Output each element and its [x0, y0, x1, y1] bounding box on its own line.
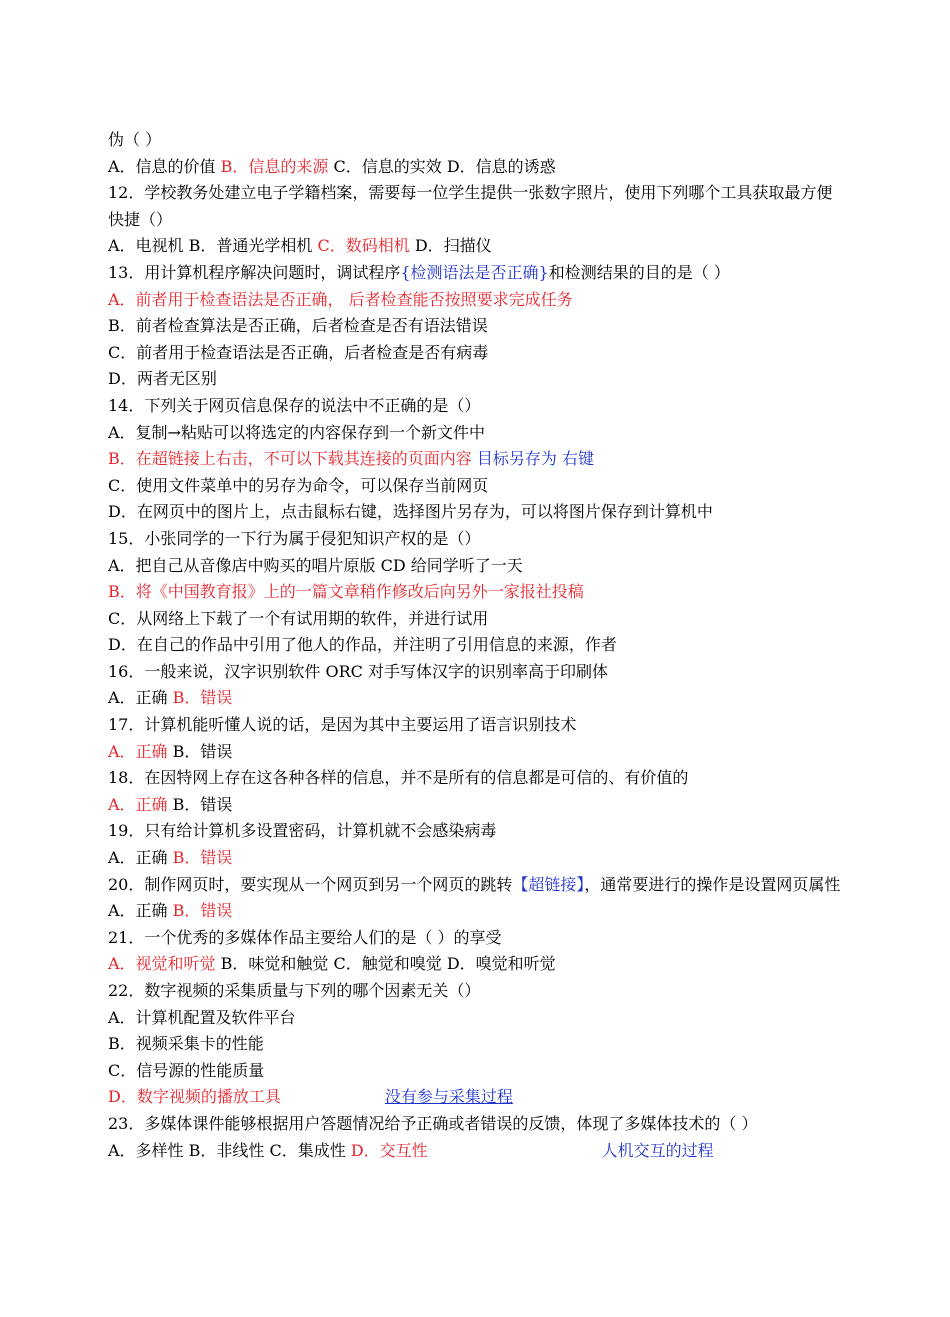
text-line	[108, 792, 848, 819]
text-line	[108, 127, 848, 154]
text-line	[108, 499, 848, 526]
answer-text: A．前者用于检查语法是否正确， 后者检查能否按照要求完成任务	[108, 289, 573, 309]
text-line	[108, 1058, 848, 1085]
question-text: 19．只有给计算机多设置密码，计算机就不会感染病毒	[108, 821, 497, 841]
question-text: A．多样性 B．非线性 C．集成性	[108, 1140, 351, 1160]
text-line	[108, 1084, 848, 1111]
answer-text: A．正确	[108, 794, 168, 814]
text-line	[108, 606, 848, 633]
text-line	[108, 180, 848, 233]
answer-text: B．错误	[172, 848, 233, 868]
text-line	[108, 712, 848, 739]
question-text: C．信息的实效 D．信息的诱惑	[328, 156, 556, 176]
question-text: B．错误	[167, 741, 233, 761]
text-line	[108, 818, 848, 845]
text-line	[108, 632, 848, 659]
annotation-text: 【超链接】	[512, 874, 585, 894]
question-text: D．在网页中的图片上，点击鼠标右键，选择图片另存为，可以将图片保存到计算机中	[108, 502, 713, 522]
annotation-text: 人机交互的过程	[601, 1140, 714, 1160]
text-line	[108, 313, 848, 340]
text-line	[108, 1138, 848, 1165]
text-line	[108, 1005, 848, 1032]
text-line	[108, 925, 848, 952]
text-line	[108, 872, 848, 899]
text-line	[108, 739, 848, 766]
answer-text: B．错误	[172, 688, 233, 708]
text-line	[108, 553, 848, 580]
text-line	[108, 978, 848, 1005]
question-text: D．两者无区别	[108, 369, 217, 389]
question-text: 17．计算机能听懂人说的话，是因为其中主要运用了语言识别技术	[108, 715, 577, 735]
text-line	[108, 473, 848, 500]
question-text: 12．学校教务处建立电子学籍档案，需要每一位学生提供一张数字照片，使用下列哪个工具获取最方便快捷（）	[108, 183, 833, 229]
answer-text: A．视觉和听觉	[108, 954, 216, 974]
question-text: 15．小张同学的一下行为属于侵犯知识产权的是（）	[108, 528, 481, 548]
answer-text: B．错误	[172, 901, 233, 921]
text-line	[108, 446, 848, 473]
question-text: A．计算机配置及软件平台	[108, 1007, 296, 1027]
answer-text: D．数字视频的播放工具	[108, 1087, 281, 1107]
question-text: 20．制作网页时，要实现从一个网页到另一个网页的跳转	[108, 874, 513, 894]
question-text: ，通常要进行的操作是设置网页属性	[584, 874, 841, 894]
question-text: 和检测结果的目的是（ ）	[548, 262, 730, 282]
text-line	[108, 765, 848, 792]
annotation-text: 没有参与采集过程	[384, 1087, 513, 1107]
question-text: D．扫描仪	[409, 236, 492, 256]
question-text: 13．用计算机程序解决问题时，调试程序	[108, 262, 401, 282]
text-line	[108, 366, 848, 393]
question-text: A．正确	[108, 848, 173, 868]
question-text: C．从网络上下载了一个有试用期的软件，并进行试用	[108, 608, 489, 628]
annotation-text: {检测语法是否正确}	[400, 262, 549, 282]
text-line	[108, 845, 848, 872]
answer-text: B．信息的来源	[220, 156, 329, 176]
question-text: 23．多媒体课件能够根据用户答题情况给予正确或者错误的反馈，体现了多媒体技术的（ ）	[108, 1113, 758, 1133]
question-text: A．正确	[108, 901, 173, 921]
question-text: C．前者用于检查语法是否正确，后者检查是否有病毒	[108, 342, 489, 362]
text-line	[108, 951, 848, 978]
answer-text: D．交互性	[350, 1140, 428, 1160]
annotation-text: 目标另存为 右键	[476, 449, 594, 469]
question-text: C．使用文件菜单中的另存为命令，可以保存当前网页	[108, 475, 489, 495]
question-text: A．信息的价值	[108, 156, 221, 176]
answer-text: A．正确	[108, 741, 168, 761]
answer-text: B．将《中国教育报》上的一篇文章稍作修改后向另外一家报社投稿	[108, 582, 584, 602]
question-text: B．前者检查算法是否正确，后者检查是否有语法错误	[108, 316, 488, 336]
question-text: 16．一般来说，汉字识别软件 ORC 对手写体汉字的识别率高于印刷体	[108, 661, 608, 681]
text-line	[108, 898, 848, 925]
text-line	[108, 579, 848, 606]
question-text: B．错误	[167, 794, 233, 814]
question-text: 22．数字视频的采集质量与下列的哪个因素无关（）	[108, 981, 481, 1000]
text-line	[108, 340, 848, 367]
answer-text: C．数码相机	[317, 236, 410, 256]
question-text: A．把自己从音像店中购买的唱片原版 CD 给同学听了一天	[108, 555, 523, 575]
text-line	[108, 287, 848, 314]
text-line	[108, 420, 848, 447]
question-text: D．在自己的作品中引用了他人的作品，并注明了引用信息的来源，作者	[108, 635, 617, 655]
question-text: 14．下列关于网页信息保存的说法中不正确的是（）	[108, 395, 481, 415]
question-text: A．正确	[108, 688, 173, 708]
text-line	[108, 233, 848, 260]
question-text: B．味觉和触觉 C．触觉和嗅觉 D．嗅觉和听觉	[215, 954, 556, 974]
question-text: B．视频采集卡的性能	[108, 1034, 264, 1054]
text-line	[108, 685, 848, 712]
text-line	[108, 526, 848, 553]
document-body	[108, 127, 848, 1164]
text-line	[108, 659, 848, 686]
text-line	[108, 260, 848, 287]
text-line	[108, 154, 848, 181]
question-text: 18．在因特网上存在这各种各样的信息，并不是所有的信息都是可信的、有价值的	[108, 768, 689, 788]
question-text: C．信号源的性能质量	[108, 1060, 265, 1080]
question-text: A．复制→粘贴可以将选定的内容保存到一个新文件中	[108, 422, 485, 442]
answer-text: B．在超链接上右击，不可以下载其连接的页面内容	[108, 449, 472, 469]
text-line	[108, 1031, 848, 1058]
question-text: 伪（ ）	[108, 130, 162, 149]
question-text: 21．一个优秀的多媒体作品主要给人们的是（ ）的享受	[108, 927, 502, 947]
text-line	[108, 1111, 848, 1138]
question-text: A．电视机 B．普通光学相机	[108, 236, 318, 256]
text-line	[108, 393, 848, 420]
